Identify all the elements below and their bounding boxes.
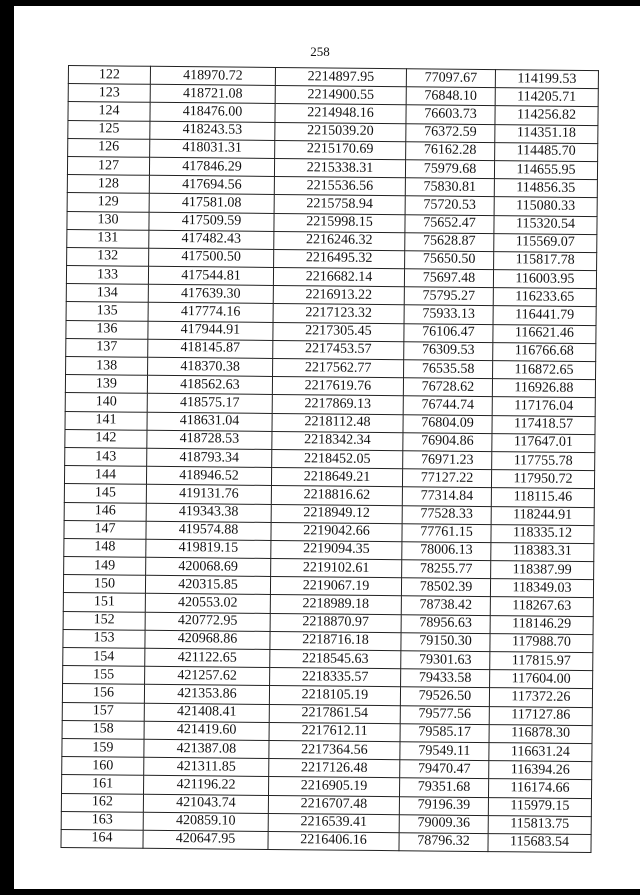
value-cell-4: 118146.29 [490,615,593,634]
row-index-cell: 147 [64,520,146,539]
value-cell-1: 418631.04 [147,412,272,431]
row-index-cell: 128 [67,175,149,194]
row-index-cell: 146 [64,502,146,521]
value-cell-2: 2219094.35 [271,540,402,559]
value-cell-4: 114256.82 [495,106,598,125]
scan-border-top [0,0,640,6]
value-cell-1: 419819.15 [146,539,271,558]
value-cell-2: 2219067.19 [270,577,401,596]
value-cell-2: 2216707.48 [268,795,399,814]
value-cell-4: 118244.91 [491,506,594,525]
value-cell-2: 2217126.48 [269,759,400,778]
row-index-cell: 126 [68,138,150,157]
value-cell-1: 420968.86 [145,630,270,649]
value-cell-4: 116394.26 [489,761,592,780]
row-index-cell: 154 [63,647,145,666]
value-cell-1: 417639.30 [148,285,273,304]
row-index-cell: 142 [65,429,147,448]
value-cell-1: 418370.38 [148,357,273,376]
value-cell-4: 118335.12 [491,524,594,543]
value-cell-4: 115979.15 [488,797,591,816]
value-cell-3: 76309.53 [404,342,493,361]
value-cell-2: 2218716.18 [270,631,401,650]
value-cell-1: 418793.34 [147,448,272,467]
value-cell-1: 421408.41 [144,703,269,722]
value-cell-1: 417774.16 [148,303,273,322]
value-cell-2: 2217364.56 [269,740,400,759]
value-cell-2: 2217305.45 [273,322,404,341]
value-cell-3: 76162.28 [406,141,495,160]
value-cell-3: 75795.27 [404,287,493,306]
row-index-cell: 125 [68,120,150,139]
value-cell-1: 420772.95 [145,612,270,631]
value-cell-4: 116174.66 [488,779,591,798]
value-cell-4: 114351.18 [495,124,598,143]
value-cell-3: 79150.30 [401,633,490,652]
scan-border-bottom [0,889,640,895]
value-cell-3: 76106.47 [404,323,493,342]
value-cell-2: 2215170.69 [275,140,406,159]
table-body [61,66,598,853]
row-index-cell: 149 [64,557,146,576]
row-index-cell: 143 [65,447,147,466]
value-cell-3: 79585.17 [400,723,489,742]
value-cell-3: 79009.36 [399,814,488,833]
value-cell-4: 118383.31 [491,542,594,561]
value-cell-2: 2216246.32 [274,231,405,250]
value-cell-4: 117176.04 [492,397,595,416]
value-cell-4: 118115.46 [491,488,594,507]
value-cell-3: 76728.62 [403,378,492,397]
row-index-cell: 156 [62,684,144,703]
value-cell-2: 2218342.34 [272,431,403,450]
row-index-cell: 162 [61,793,143,812]
row-index-cell: 164 [61,829,143,848]
value-cell-3: 76603.73 [406,105,495,124]
value-cell-3: 78006.13 [402,542,491,561]
value-cell-2: 2215998.15 [274,213,405,232]
value-cell-2: 2219042.66 [271,522,402,541]
value-cell-4: 117418.57 [492,415,595,434]
value-cell-2: 2217612.11 [269,722,400,741]
value-cell-3: 77127.22 [402,469,491,488]
row-index-cell: 127 [67,156,149,175]
value-cell-1: 418145.87 [148,339,273,358]
value-cell-3: 76744.74 [403,396,492,415]
value-cell-3: 75697.48 [404,269,493,288]
value-cell-1: 418243.53 [150,121,275,140]
value-cell-1: 418721.08 [150,84,275,103]
value-cell-4: 116003.95 [493,270,596,289]
value-cell-2: 2218870.97 [270,613,401,632]
row-index-cell: 158 [62,720,144,739]
value-cell-1: 417482.43 [149,230,274,249]
value-cell-3: 77528.33 [402,505,491,524]
value-cell-4: 117755.78 [492,452,595,471]
value-cell-4: 116878.30 [489,724,592,743]
row-index-cell: 139 [65,375,147,394]
value-cell-1: 421257.62 [145,666,270,685]
value-cell-3: 75650.50 [405,251,494,270]
value-cell-2: 2216905.19 [269,777,400,796]
value-cell-2: 2217562.77 [273,358,404,377]
value-cell-4: 114205.71 [495,88,598,107]
value-cell-1: 419574.88 [146,521,271,540]
value-cell-3: 75830.81 [405,178,494,197]
value-cell-1: 419343.38 [146,503,271,522]
value-cell-2: 2217619.76 [272,377,403,396]
value-cell-1: 419131.76 [146,485,271,504]
value-cell-4: 117127.86 [489,706,592,725]
value-cell-2: 2214897.95 [275,67,406,86]
value-cell-4: 117647.01 [492,433,595,452]
value-cell-3: 75652.47 [405,214,494,233]
value-cell-2: 2218545.63 [270,649,401,668]
value-cell-3: 75979.68 [405,160,494,179]
value-cell-4: 116233.65 [493,288,596,307]
value-cell-4: 118349.03 [490,579,593,598]
value-cell-1: 418575.17 [147,394,272,413]
value-cell-4: 114655.95 [494,161,597,180]
row-index-cell: 151 [63,593,145,612]
row-index-cell: 145 [64,484,146,503]
value-cell-4: 118267.63 [490,597,593,616]
row-index-cell: 159 [62,738,144,757]
row-index-cell: 131 [67,229,149,248]
value-cell-3: 75628.87 [405,232,494,251]
value-cell-3: 79433.58 [401,669,490,688]
value-cell-3: 77314.84 [402,487,491,506]
row-index-cell: 133 [66,266,148,285]
row-index-cell: 137 [66,338,148,357]
value-cell-1: 417509.59 [149,212,274,231]
value-cell-2: 2217861.54 [269,704,400,723]
value-cell-4: 117950.72 [491,470,594,489]
value-cell-2: 2216539.41 [268,813,399,832]
row-index-cell: 155 [63,666,145,685]
value-cell-4: 117988.70 [490,633,593,652]
coordinate-table [60,65,598,853]
value-cell-2: 2216495.32 [274,249,405,268]
value-cell-2: 2214948.16 [275,104,406,123]
value-cell-1: 421122.65 [145,648,270,667]
value-cell-2: 2217869.13 [272,395,403,414]
value-cell-4: 114199.53 [495,70,598,89]
value-cell-1: 421311.85 [144,757,269,776]
value-cell-4: 115813.75 [488,815,591,834]
value-cell-4: 115683.54 [488,833,591,852]
value-cell-2: 2215758.94 [274,195,405,214]
value-cell-4: 116926.88 [492,379,595,398]
value-cell-1: 418728.53 [147,430,272,449]
value-cell-3: 76372.59 [406,123,495,142]
value-cell-1: 417846.29 [149,157,274,176]
value-cell-3: 76904.86 [403,432,492,451]
value-cell-3: 79470.47 [400,760,489,779]
value-cell-4: 115080.33 [494,197,597,216]
value-cell-4: 114856.35 [494,179,597,198]
value-cell-2: 2216406.16 [268,831,399,850]
row-index-cell: 153 [63,629,145,648]
value-cell-3: 77097.67 [406,69,495,88]
value-cell-1: 418562.63 [147,375,272,394]
row-index-cell: 135 [66,302,148,321]
scan-border-left [0,0,14,895]
value-cell-3: 78956.63 [401,614,490,633]
value-cell-2: 2217453.57 [273,340,404,359]
value-cell-1: 420315.85 [145,576,270,595]
row-index-cell: 150 [63,575,145,594]
row-index-cell: 132 [67,247,149,266]
value-cell-1: 418476.00 [150,103,275,122]
value-cell-2: 2215338.31 [274,158,405,177]
value-cell-3: 78502.39 [401,578,490,597]
row-index-cell: 130 [67,211,149,230]
value-cell-4: 117815.97 [490,652,593,671]
value-cell-2: 2218112.48 [272,413,403,432]
value-cell-3: 78738.42 [401,596,490,615]
row-index-cell: 157 [62,702,144,721]
row-index-cell: 141 [65,411,147,430]
value-cell-2: 2216913.22 [273,286,404,305]
value-cell-4: 116441.79 [493,306,596,325]
value-cell-3: 77761.15 [402,523,491,542]
value-cell-1: 421419.60 [144,721,269,740]
value-cell-1: 421196.22 [144,776,269,795]
value-cell-4: 115817.78 [494,251,597,270]
value-cell-2: 2214900.55 [275,86,406,105]
value-cell-3: 79351.68 [399,778,488,797]
row-index-cell: 161 [62,775,144,794]
value-cell-4: 116621.46 [493,324,596,343]
value-cell-4: 117604.00 [490,670,593,689]
value-cell-3: 76848.10 [406,87,495,106]
value-cell-1: 417944.91 [148,321,273,340]
value-cell-2: 2219102.61 [271,559,402,578]
value-cell-3: 76535.58 [404,360,493,379]
value-cell-3: 79526.50 [400,687,489,706]
value-cell-2: 2218105.19 [269,686,400,705]
value-cell-1: 418970.72 [150,66,275,85]
value-cell-3: 79301.63 [401,651,490,670]
page-number: 258 [310,44,330,59]
row-index-cell: 163 [61,811,143,830]
value-cell-1: 417581.08 [149,194,274,213]
value-cell-1: 420647.95 [143,830,268,849]
row-index-cell: 138 [66,356,148,375]
value-cell-4: 116631.24 [489,743,592,762]
value-cell-2: 2218335.57 [270,668,401,687]
value-cell-3: 79549.11 [400,742,489,761]
value-cell-2: 2218816.62 [271,486,402,505]
value-cell-2: 2216682.14 [273,268,404,287]
row-index-cell: 144 [64,466,146,485]
value-cell-2: 2215039.20 [275,122,406,141]
value-cell-3: 79196.39 [399,796,488,815]
value-cell-1: 421387.08 [144,739,269,758]
row-index-cell: 148 [64,538,146,557]
value-cell-4: 116872.65 [493,361,596,380]
value-cell-1: 418031.31 [150,139,275,158]
value-cell-2: 2218949.12 [271,504,402,523]
row-index-cell: 152 [63,611,145,630]
value-cell-1: 420859.10 [143,812,268,831]
table-row [61,829,591,852]
value-cell-3: 75933.13 [404,305,493,324]
value-cell-4: 116766.68 [493,342,596,361]
row-index-cell: 136 [66,320,148,339]
value-cell-1: 417544.81 [148,266,273,285]
value-cell-3: 76971.23 [403,451,492,470]
row-index-cell: 134 [66,284,148,303]
value-cell-4: 117372.26 [489,688,592,707]
value-cell-3: 75720.53 [405,196,494,215]
value-cell-3: 76804.09 [403,414,492,433]
value-cell-2: 2218452.05 [272,449,403,468]
value-cell-1: 421353.86 [144,685,269,704]
value-cell-3: 79577.56 [400,705,489,724]
value-cell-2: 2215536.56 [274,177,405,196]
row-index-cell: 140 [65,393,147,412]
value-cell-3: 78255.77 [402,560,491,579]
row-index-cell: 123 [68,84,150,103]
value-cell-1: 417694.56 [149,175,274,194]
value-cell-1: 418946.52 [146,466,271,485]
value-cell-1: 421043.74 [143,794,268,813]
value-cell-4: 118387.99 [491,561,594,580]
row-index-cell: 160 [62,757,144,776]
value-cell-2: 2218649.21 [271,468,402,487]
row-index-cell: 129 [67,193,149,212]
row-index-cell: 122 [68,66,150,85]
value-cell-4: 115569.07 [494,233,597,252]
value-cell-2: 2217123.32 [273,304,404,323]
row-index-cell: 124 [68,102,150,121]
value-cell-2: 2218989.18 [270,595,401,614]
value-cell-4: 115320.54 [494,215,597,234]
value-cell-1: 420068.69 [146,557,271,576]
value-cell-1: 420553.02 [145,594,270,613]
value-cell-4: 114485.70 [495,142,598,161]
value-cell-1: 417500.50 [149,248,274,267]
value-cell-3: 78796.32 [399,833,488,852]
